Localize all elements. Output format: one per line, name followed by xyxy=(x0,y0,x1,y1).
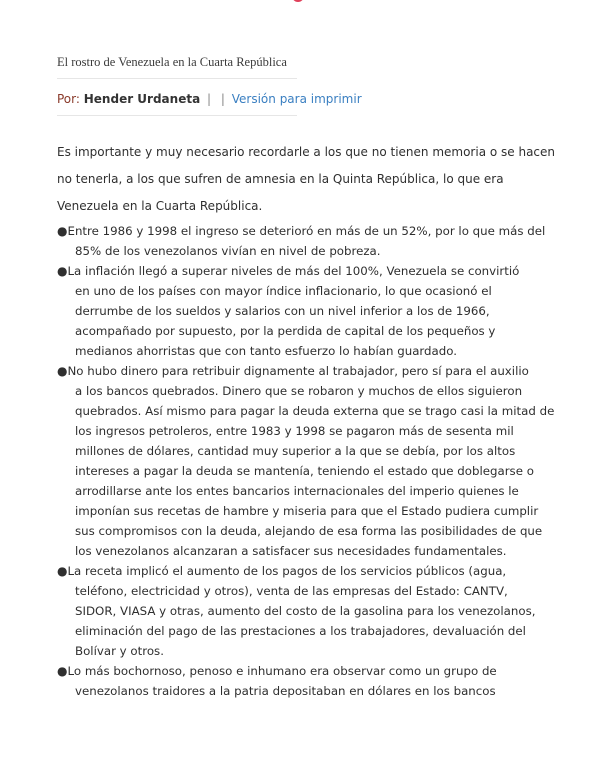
byline-separator-2: | xyxy=(220,92,225,106)
bullet-line: acompañado por supuesto, por la perdida de capital de los pequeños y xyxy=(75,324,496,338)
bullet-icon: ● xyxy=(57,264,68,278)
bullet-line: los venezolanos alcanzaran a satisfacer sus necesidades fundamentales. xyxy=(75,544,507,558)
bullet-icon: ● xyxy=(57,224,68,238)
bullet-first-line: ●Entre 1986 y 1998 el ingreso se deterioró en más de un 52%, por lo que más del xyxy=(57,224,546,238)
byline-divider xyxy=(57,115,297,116)
bullet-first-line: ●La inflación llegó a superar niveles de más del 100%, Venezuela se convirtió xyxy=(57,264,520,278)
list-item xyxy=(57,261,552,361)
top-accent-mark xyxy=(292,0,304,2)
byline xyxy=(57,92,362,106)
bullet-line: teléfono, electricidad y otros), venta de las empresas del Estado: CANTV, xyxy=(75,584,508,598)
author-name[interactable]: Hender Urdaneta xyxy=(83,92,201,106)
bullet-icon: ● xyxy=(57,364,68,378)
bullet-line: sus compromisos con la deuda, alejando de esa forma las posibilidades de que xyxy=(75,524,543,538)
bullet-line: medianos ahorristas que con tanto esfuerzo lo habían guardado. xyxy=(75,344,458,358)
list-item xyxy=(57,661,552,701)
list-item xyxy=(57,561,552,661)
bullet-first-line: ●La receta implicó el aumento de los pagos de los servicios públicos (agua, xyxy=(57,564,507,578)
bullet-line: los ingresos petroleros, entre 1983 y 1998 se pagaron más de sesenta mil xyxy=(75,424,514,438)
intro-line: no tenerla, a los que sufren de amnesia en la Quinta República, lo que era xyxy=(57,172,504,186)
bullet-line: imponían sus recetas de hambre y miseria para que el Estado pudiera cumplir xyxy=(75,504,539,518)
bullet-line: intereses a pagar la deuda se mantenía, teniendo el estado que doblegarse o xyxy=(75,464,534,478)
byline-prefix: Por: xyxy=(57,92,80,106)
intro-line: Es importante y muy necesario recordarle a los que no tienen memoria o se hacen xyxy=(57,145,556,159)
title-divider xyxy=(57,78,297,79)
article-title: El rostro de Venezuela en la Cuarta República xyxy=(57,55,287,69)
intro-paragraph xyxy=(57,139,556,220)
print-version-link[interactable]: Versión para imprimir xyxy=(231,92,362,106)
bullet-line: en uno de los países con mayor índice inflacionario, lo que ocasionó el xyxy=(75,284,492,298)
bullet-line: quebrados. Así mismo para pagar la deuda externa que se trago casi la mitad de xyxy=(75,404,555,418)
list-item xyxy=(57,361,555,561)
bullet-list xyxy=(57,221,555,701)
bullet-line: eliminación del pago de las prestaciones a los trabajadores, devaluación del xyxy=(75,624,526,638)
bullet-first-line: ●Lo más bochornoso, penoso e inhumano era observar como un grupo de xyxy=(57,664,497,678)
bullet-first-line: ●No hubo dinero para retribuir dignamente al trabajador, pero sí para el auxilio xyxy=(57,364,529,378)
bullet-icon: ● xyxy=(57,564,68,578)
bullet-line: SIDOR, VIASA y otras, aumento del costo de la gasolina para los venezolanos, xyxy=(75,604,536,618)
bullet-line: arrodillarse ante los entes bancarios internacionales del imperio quienes le xyxy=(75,484,519,498)
bullet-line: Bolívar y otros. xyxy=(75,644,164,658)
bullet-line: venezolanos traidores a la patria depositaban en dólares en los bancos xyxy=(75,684,496,698)
bullet-line: millones de dólares, cantidad muy superior a la que se debía, por los altos xyxy=(75,444,516,458)
bullet-line: a los bancos quebrados. Dinero que se robaron y muchos de ellos siguieron xyxy=(75,384,523,398)
bullet-line: derrumbe de los sueldos y salarios con un nivel inferior a los de 1966, xyxy=(75,304,490,318)
bullet-line: 85% de los venezolanos vivían en nivel de pobreza. xyxy=(75,244,381,258)
byline-separator: | xyxy=(207,92,212,106)
bullet-icon: ● xyxy=(57,664,68,678)
list-item xyxy=(57,221,552,261)
intro-line: Venezuela en la Cuarta República. xyxy=(57,199,263,213)
